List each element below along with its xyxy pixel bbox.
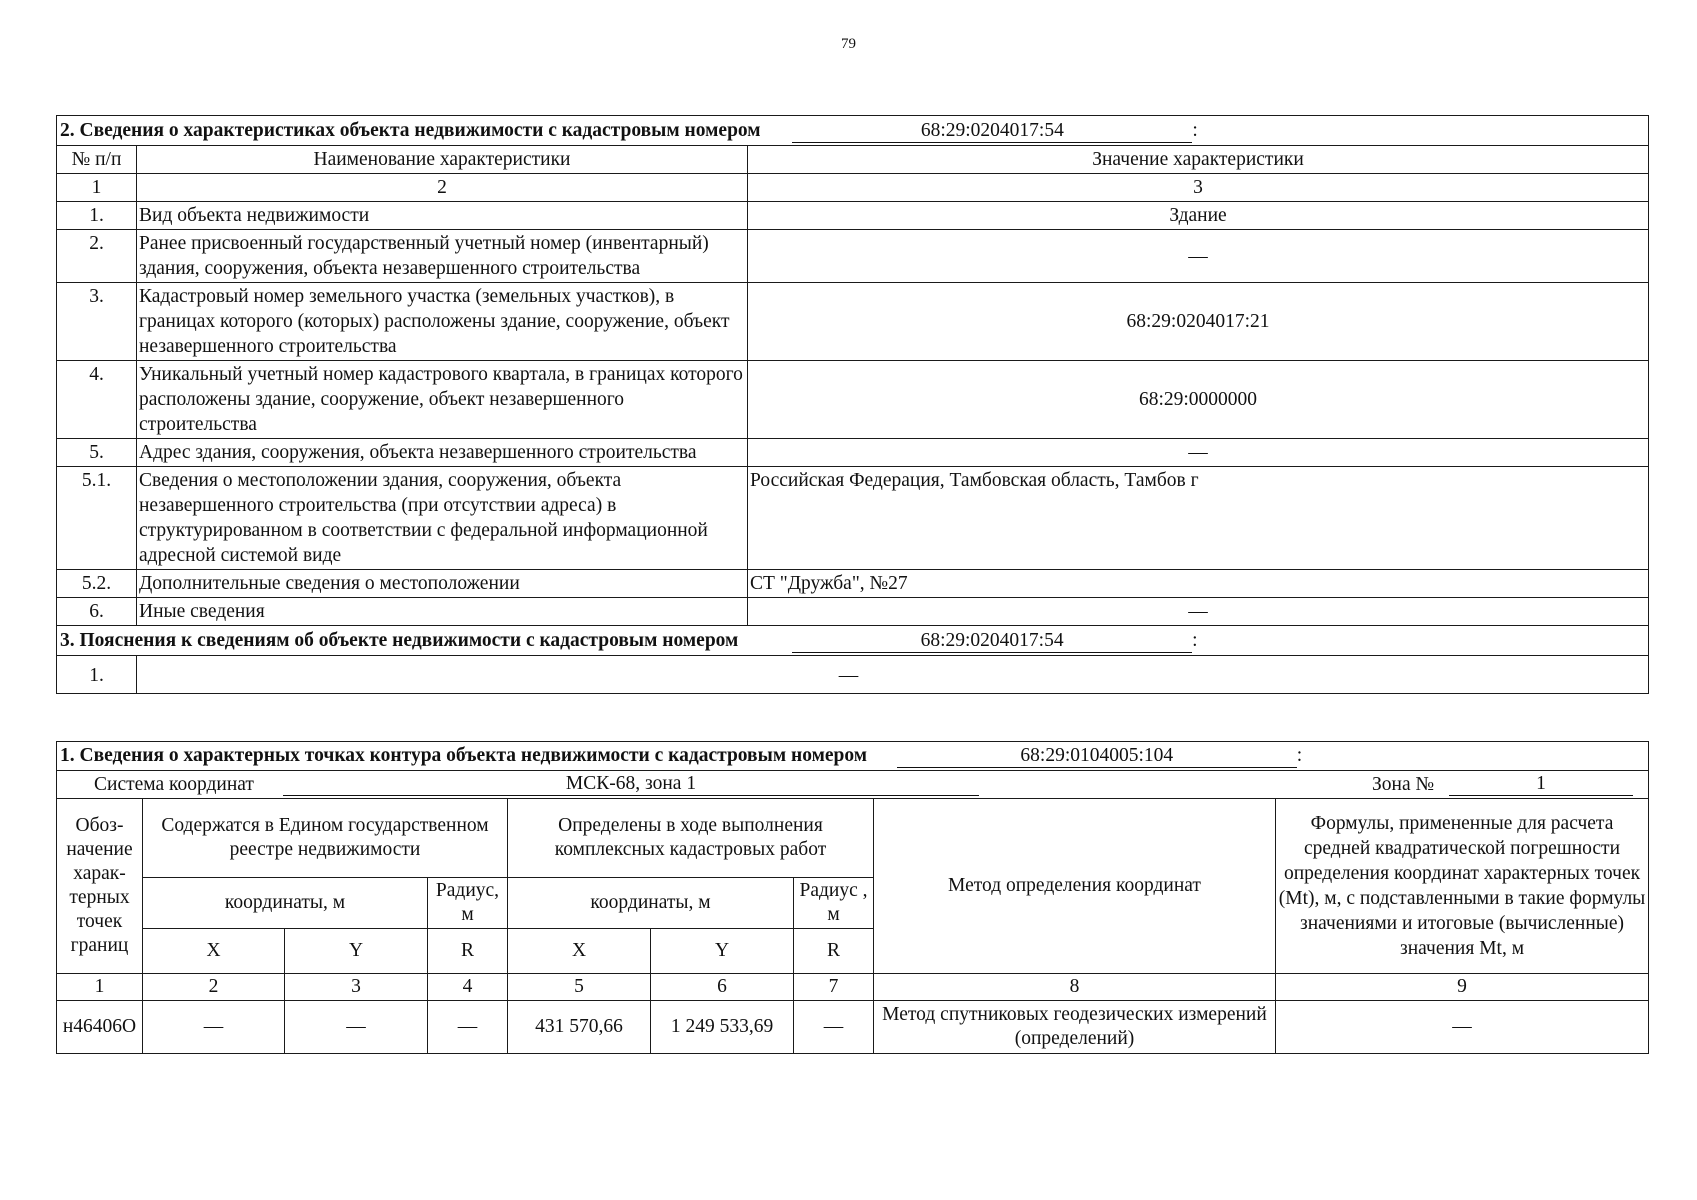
- header-egrn-coords: координаты, м: [143, 878, 428, 929]
- header-name: Наименование характеристики: [137, 146, 748, 174]
- col-number: 7: [794, 974, 874, 1001]
- header-kkr-coords: координаты, м: [508, 878, 794, 929]
- method: Метод спутниковых геодезических измерений (определений): [874, 1001, 1276, 1054]
- col-number: 6: [651, 974, 794, 1001]
- section1-title: 1. Сведения о характерных точках контура объекта недвижимости с кадастровым номером: [60, 745, 868, 766]
- row-num: 5.1.: [57, 467, 137, 570]
- table-row: [57, 570, 1649, 598]
- table-row: [57, 361, 1649, 439]
- header-egrn-r: R: [428, 929, 508, 974]
- section2-suffix: :: [1192, 120, 1198, 141]
- egrn-r: —: [428, 1001, 508, 1054]
- table-row: [57, 1001, 1649, 1054]
- section1-header: [57, 742, 1649, 771]
- header-kkr: Определены в ходе выполнения комплексных кадастровых работ: [508, 799, 874, 878]
- kkr-r: —: [794, 1001, 874, 1054]
- table-row: [57, 598, 1649, 626]
- coord-system-label: Система координат: [94, 774, 254, 795]
- row-value: —: [748, 230, 1649, 283]
- egrn-y: —: [285, 1001, 428, 1054]
- col-number: 2: [143, 974, 285, 1001]
- header-kkr-y: Y: [651, 929, 794, 974]
- row-name: Кадастровый номер земельного участка (земельных участков), в границах которого (которых) расположены здание, сооружение, объект незавершенного строительства: [137, 283, 748, 361]
- section3-cadastral-number: 68:29:0204017:54: [792, 630, 1192, 653]
- row-value: —: [748, 439, 1649, 467]
- egrn-x: —: [143, 1001, 285, 1054]
- section3-suffix: :: [1192, 630, 1198, 651]
- row-num: 3.: [57, 283, 137, 361]
- row-name: Ранее присвоенный государственный учетный номер (инвентарный) здания, сооружения, объекта незавершенного строительства: [137, 230, 748, 283]
- row-name: Адрес здания, сооружения, объекта незавершенного строительства: [137, 439, 748, 467]
- row-num: 2.: [57, 230, 137, 283]
- row-value: 68:29:0204017:21: [748, 283, 1649, 361]
- col-number: 2: [137, 174, 748, 202]
- header-formulas: Формулы, примененные для расчета средней квадратической погрешности определения координат характерных точек (Mt), м, с подставленными в такие формулы значениями и итоговые (вычисленные) значения Mt, м: [1276, 799, 1649, 974]
- header-kkr-r: R: [794, 929, 874, 974]
- row-value: Здание: [748, 202, 1649, 230]
- row-num: 1.: [57, 656, 137, 694]
- col-number: 4: [428, 974, 508, 1001]
- section3-header: [57, 626, 1649, 656]
- row-num: 4.: [57, 361, 137, 439]
- row-name: Иные сведения: [137, 598, 748, 626]
- row-name: Сведения о местоположении здания, сооружения, объекта незавершенного строительства (при отсутствии адреса) в структурированном в соответствии с федеральной информационной адресной системой виде: [137, 467, 748, 570]
- section3-title: 3. Пояснения к сведениям об объекте недвижимости с кадастровым номером: [60, 630, 739, 651]
- zone-value: 1: [1449, 773, 1633, 796]
- header-value: Значение характеристики: [748, 146, 1649, 174]
- row-name: Вид объекта недвижимости: [137, 202, 748, 230]
- section2-header: [57, 116, 1649, 146]
- table-row: [57, 202, 1649, 230]
- header-egrn-y: Y: [285, 929, 428, 974]
- header-kkr-x: X: [508, 929, 651, 974]
- kkr-y: 1 249 533,69: [651, 1001, 794, 1054]
- table-row: [57, 467, 1649, 570]
- table-row: [57, 283, 1649, 361]
- row-num: 5.2.: [57, 570, 137, 598]
- page-number: 79: [841, 36, 856, 52]
- col-number: 9: [1276, 974, 1649, 1001]
- row-num: 5.: [57, 439, 137, 467]
- header-kkr-radius: Радиус , м: [794, 878, 874, 929]
- col-number: 3: [748, 174, 1649, 202]
- col-number: 8: [874, 974, 1276, 1001]
- col-number: 1: [57, 174, 137, 202]
- row-num: 1.: [57, 202, 137, 230]
- header-egrn: Содержатся в Едином государственном реестре недвижимости: [143, 799, 508, 878]
- section2-title: 2. Сведения о характеристиках объекта недвижимости с кадастровым номером: [60, 120, 761, 141]
- header-num: № п/п: [57, 146, 137, 174]
- formula: —: [1276, 1001, 1649, 1054]
- col-number: 3: [285, 974, 428, 1001]
- row-value: Российская Федерация, Тамбовская область, Тамбов г: [748, 467, 1649, 570]
- points-table: [56, 741, 1649, 1054]
- header-egrn-x: X: [143, 929, 285, 974]
- row-value: —: [748, 598, 1649, 626]
- zone-label: Зона №: [1372, 774, 1435, 795]
- table-row: [57, 656, 1649, 694]
- row-name: Уникальный учетный номер кадастрового квартала, в границах которого расположены здание, сооружение, объект незавершенного строительства: [137, 361, 748, 439]
- header-designation: Обоз-начение харак-терных точек границ: [57, 799, 143, 974]
- row-num: 6.: [57, 598, 137, 626]
- row-value: СТ "Дружба", №27: [748, 570, 1649, 598]
- section1-cadastral-number: 68:29:0104005:104: [897, 745, 1297, 768]
- coord-system-value: МСК-68, зона 1: [283, 773, 979, 796]
- point-designation: н46406О: [57, 1001, 143, 1054]
- header-egrn-radius: Радиус, м: [428, 878, 508, 929]
- col-number: 5: [508, 974, 651, 1001]
- header-method: Метод определения координат: [874, 799, 1276, 974]
- characteristics-table: [56, 115, 1649, 694]
- row-value: —: [137, 656, 1649, 694]
- kkr-x: 431 570,66: [508, 1001, 651, 1054]
- table-row: [57, 439, 1649, 467]
- col-number: 1: [57, 974, 143, 1001]
- section1-suffix: :: [1296, 745, 1303, 766]
- section2-cadastral-number: 68:29:0204017:54: [792, 120, 1192, 143]
- row-value: 68:29:0000000: [748, 361, 1649, 439]
- table-row: [57, 230, 1649, 283]
- row-name: Дополнительные сведения о местоположении: [137, 570, 748, 598]
- coord-system-row: [57, 771, 1649, 799]
